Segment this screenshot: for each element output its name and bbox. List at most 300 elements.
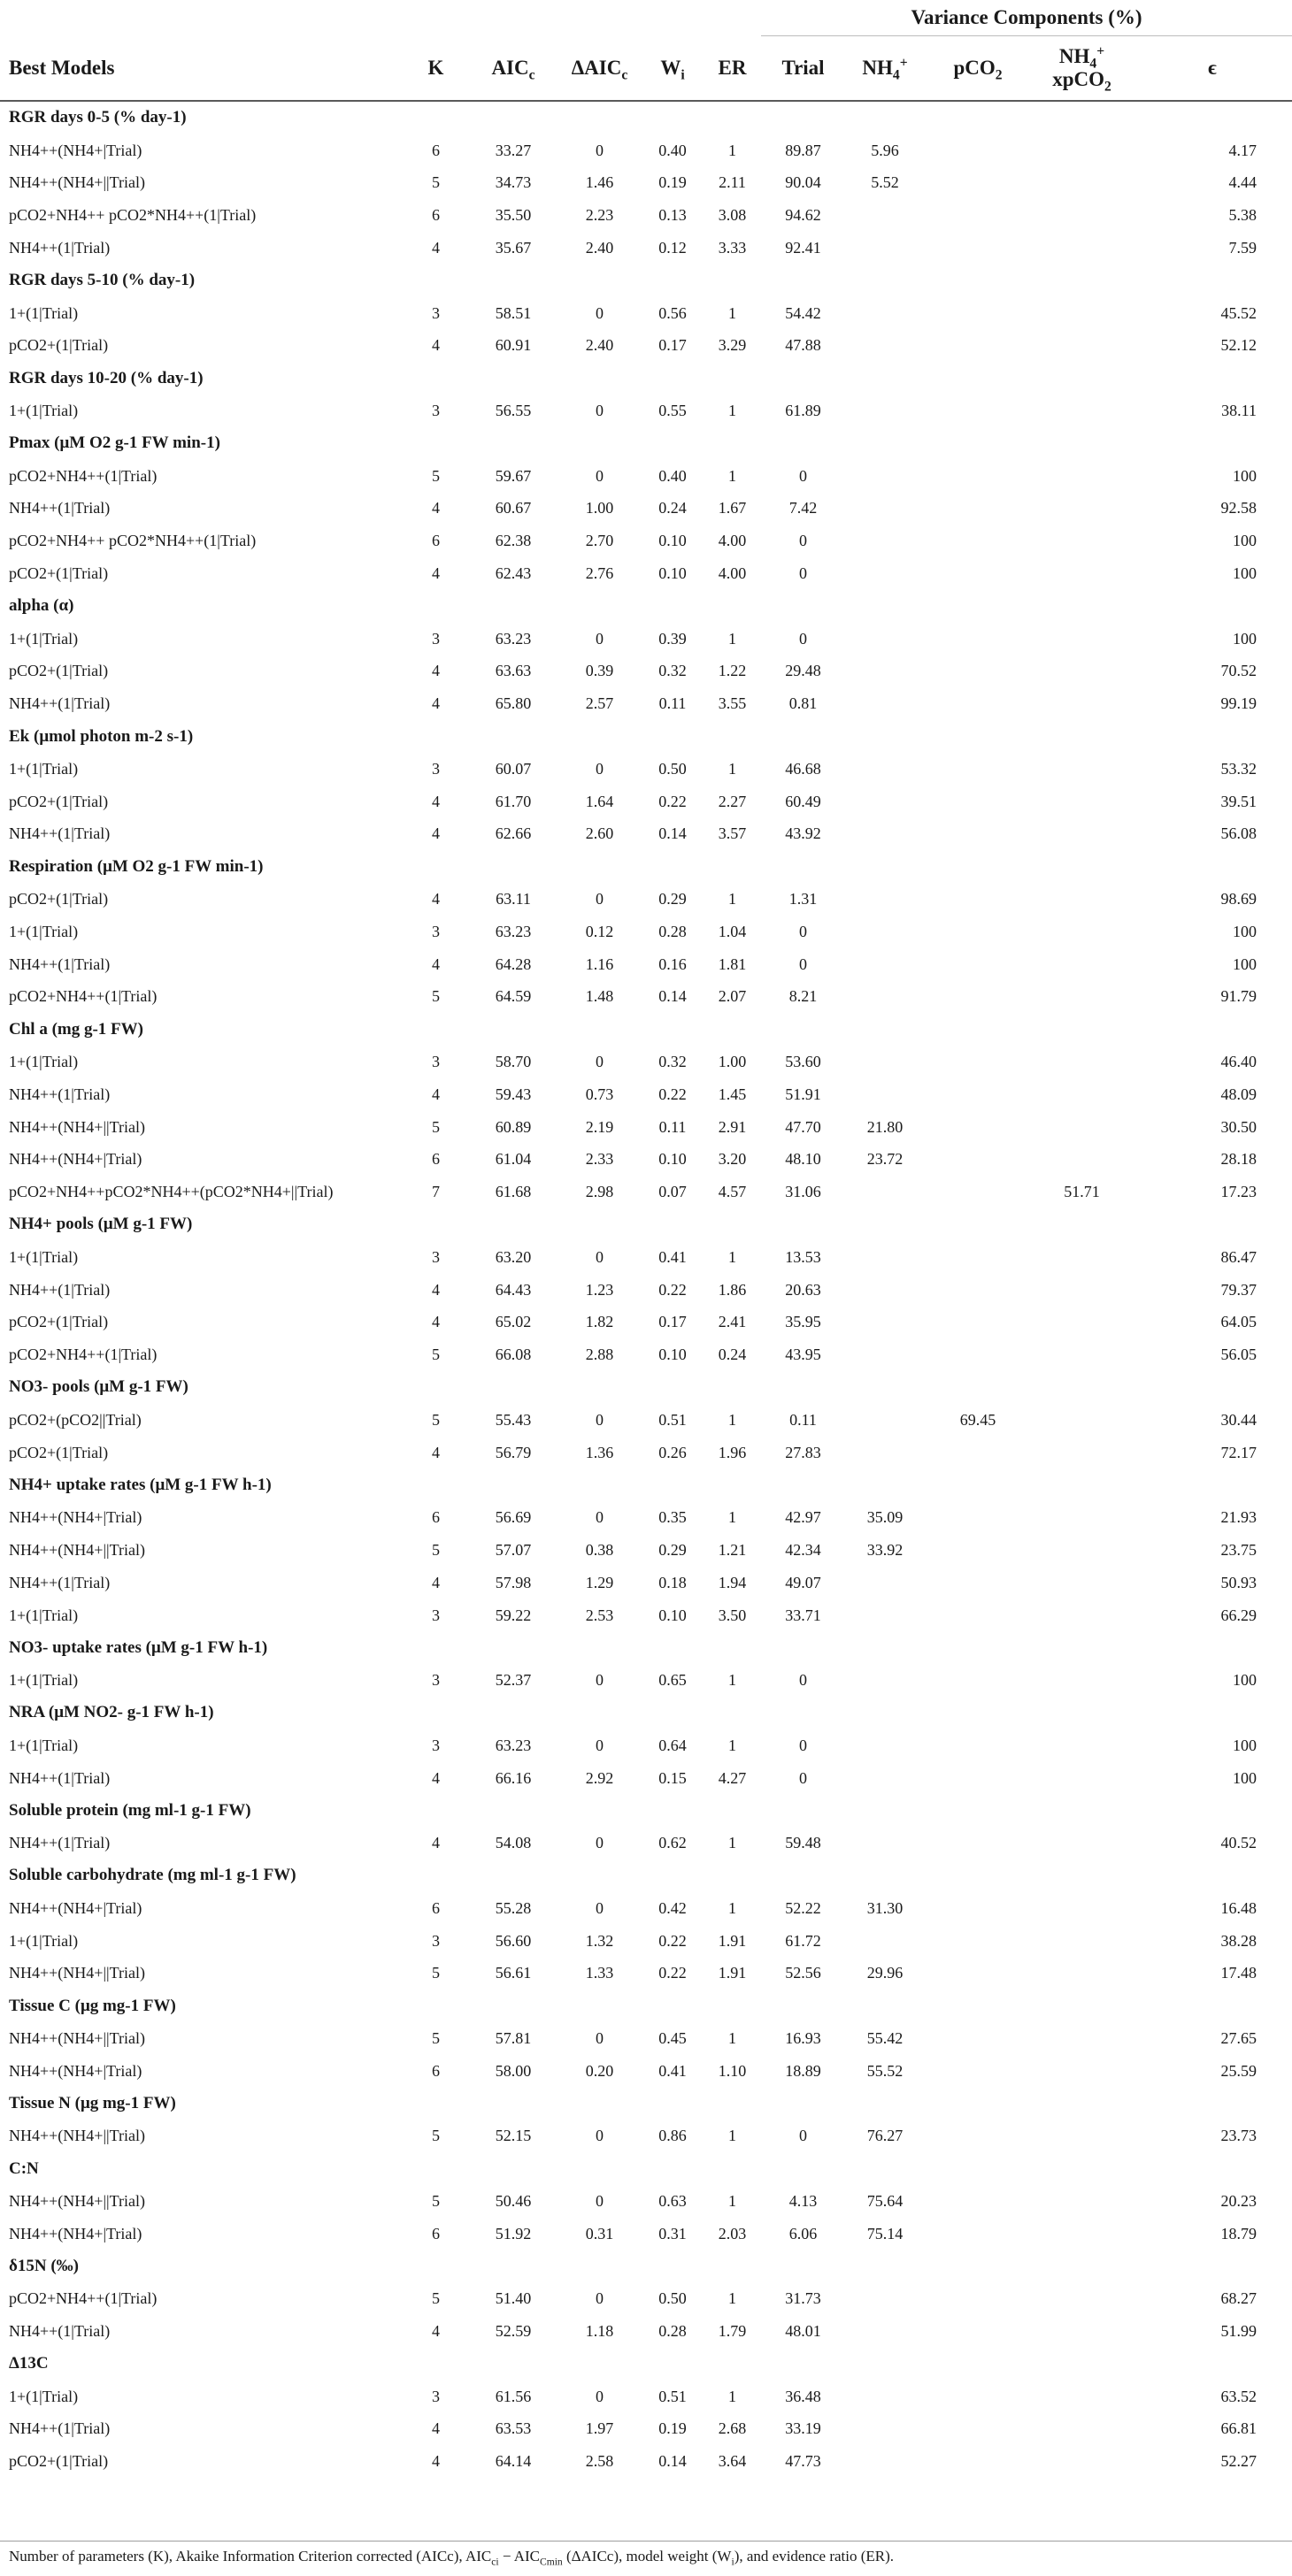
cell-epsilon: 98.69 xyxy=(1220,890,1257,908)
cell-model: NH4++(1|Trial) xyxy=(9,1834,111,1852)
cell-delta-aicc: 0 xyxy=(596,1834,604,1852)
table-row xyxy=(0,2413,1292,2446)
cell-trial: 94.62 xyxy=(785,206,821,225)
cell-nh4: 21.80 xyxy=(866,1117,904,1136)
col-aicc: $AIC_c$ xyxy=(491,56,535,83)
cell-er: 2.27 xyxy=(718,792,747,810)
table-row xyxy=(0,2380,1292,2413)
cell-aicc: 51.92 xyxy=(495,2224,532,2242)
section-header xyxy=(0,2152,1292,2185)
section-header xyxy=(0,590,1292,623)
cell-k: 4 xyxy=(432,2322,440,2341)
cell-nh4 xyxy=(845,1078,925,1111)
cell-model: NH4++(NH4+||Trial) xyxy=(9,1540,145,1559)
cell-nh4-x-pco2 xyxy=(1031,753,1133,786)
cell-model: 1+(1|Trial) xyxy=(9,402,79,420)
cell-delta-aicc: 1.23 xyxy=(585,1280,614,1299)
cell-trial: 27.83 xyxy=(785,1443,821,1461)
table-row xyxy=(0,2445,1292,2478)
cell-aicc: 57.98 xyxy=(495,1573,532,1591)
cell-wi: 0.65 xyxy=(658,1671,687,1690)
cell-pco2 xyxy=(925,525,1031,557)
cell-aicc: 59.43 xyxy=(495,1085,532,1103)
cell-pco2 xyxy=(925,2380,1031,2413)
cell-er: 1.86 xyxy=(718,1280,747,1299)
cell-wi: 0.50 xyxy=(658,759,687,778)
cell-nh4-x-pco2 xyxy=(1031,1404,1133,1437)
cell-epsilon: 23.73 xyxy=(1220,2127,1257,2145)
cell-trial: 52.22 xyxy=(785,1898,821,1917)
cell-epsilon: 66.81 xyxy=(1220,2419,1257,2438)
cell-trial: 31.73 xyxy=(785,2289,821,2308)
cell-delta-aicc: 0 xyxy=(596,1410,604,1429)
cell-epsilon: 100 xyxy=(1233,629,1257,648)
cell-k: 4 xyxy=(432,1834,440,1852)
cell-trial: 43.92 xyxy=(785,824,821,843)
cell-epsilon: 70.52 xyxy=(1220,662,1257,680)
cell-k: 5 xyxy=(432,2127,440,2145)
cell-pco2 xyxy=(925,1078,1031,1111)
cell-delta-aicc: 1.32 xyxy=(585,1931,614,1950)
cell-k: 4 xyxy=(432,1280,440,1299)
cell-nh4 xyxy=(845,883,925,916)
cell-nh4 xyxy=(845,1338,925,1371)
cell-er: 2.91 xyxy=(718,1117,747,1136)
cell-model: pCO2+(pCO2||Trial) xyxy=(9,1410,142,1429)
cell-nh4-x-pco2 xyxy=(1031,167,1133,200)
cell-model: 1+(1|Trial) xyxy=(9,1053,79,1070)
cell-epsilon: 92.58 xyxy=(1220,499,1257,518)
cell-epsilon: 64.05 xyxy=(1220,1313,1257,1331)
col-epsilon: ϵ xyxy=(1208,57,1217,79)
cell-pco2 xyxy=(925,1729,1031,1762)
cell-pco2 xyxy=(925,2022,1031,2055)
cell-trial: 92.41 xyxy=(785,239,821,257)
cell-aicc: 63.23 xyxy=(495,1736,532,1754)
cell-nh4 xyxy=(845,493,925,525)
col-delta-aicc: $\Delta AIC_c$ xyxy=(571,56,628,83)
cell-trial: 0 xyxy=(799,1768,807,1787)
table-footnote: Number of parameters (K), Akaike Information Criterion corrected (AICc), $AIC_{ci} - AIC_{Cmin}$ (ΔAICc), model weight $(W_i)$, and evidence ratio (ER). xyxy=(9,2548,895,2568)
cell-trial: 20.63 xyxy=(785,1280,821,1299)
cell-nh4 xyxy=(845,525,925,557)
cell-pco2 xyxy=(925,1599,1031,1632)
cell-model: 1+(1|Trial) xyxy=(9,759,79,778)
cell-trial: 47.70 xyxy=(785,1117,821,1136)
cell-k: 4 xyxy=(432,1313,440,1331)
cell-nh4-x-pco2 xyxy=(1031,1306,1133,1338)
cell-pco2 xyxy=(925,460,1031,493)
cell-wi: 0.16 xyxy=(658,954,687,973)
cell-k: 5 xyxy=(432,987,440,1006)
cell-delta-aicc: 1.48 xyxy=(585,987,614,1006)
cell-nh4-x-pco2 xyxy=(1031,2413,1133,2446)
table-row xyxy=(0,981,1292,1014)
cell-nh4 xyxy=(845,753,925,786)
cell-delta-aicc: 2.92 xyxy=(585,1768,614,1787)
table-row xyxy=(0,1729,1292,1762)
cell-epsilon: 86.47 xyxy=(1220,1247,1257,1266)
cell-er: 1.00 xyxy=(718,1053,747,1070)
table-row xyxy=(0,1664,1292,1697)
cell-wi: 0.32 xyxy=(658,662,687,680)
cell-pco2 xyxy=(925,395,1031,427)
cell-er: 3.20 xyxy=(718,1150,747,1169)
cell-model: NH4++(1|Trial) xyxy=(9,694,111,713)
table-row xyxy=(0,1111,1292,1144)
table-row xyxy=(0,1567,1292,1599)
cell-er: 1 xyxy=(728,2028,736,2047)
cell-nh4 xyxy=(845,2445,925,2478)
cell-model: 1+(1|Trial) xyxy=(9,922,79,940)
section-title: NO3- pools (μM g-1 FW) xyxy=(9,1377,188,1397)
cell-trial: 13.53 xyxy=(785,1247,821,1266)
cell-k: 4 xyxy=(432,2419,440,2438)
cell-aicc: 66.16 xyxy=(495,1768,532,1787)
section-title: Chl a (mg g-1 FW) xyxy=(9,1019,143,1039)
cell-k: 6 xyxy=(432,1150,440,1169)
cell-nh4 xyxy=(845,1827,925,1859)
cell-model: NH4++(NH4+|Trial) xyxy=(9,141,142,159)
cell-epsilon: 30.50 xyxy=(1220,1117,1257,1136)
cell-trial: 43.95 xyxy=(785,1346,821,1364)
cell-pco2 xyxy=(925,916,1031,948)
cell-wi: 0.86 xyxy=(658,2127,687,2145)
cell-wi: 0.29 xyxy=(658,1540,687,1559)
cell-k: 6 xyxy=(432,1508,440,1527)
cell-nh4-x-pco2 xyxy=(1031,2282,1133,2315)
cell-epsilon: 66.29 xyxy=(1220,1606,1257,1624)
cell-nh4-x-pco2 xyxy=(1031,330,1133,363)
cell-nh4: 76.27 xyxy=(866,2127,904,2145)
cell-trial: 6.06 xyxy=(788,2224,818,2242)
cell-model: NH4++(1|Trial) xyxy=(9,1085,111,1103)
cell-trial: 0.81 xyxy=(788,694,818,713)
cell-model: NH4++(1|Trial) xyxy=(9,1768,111,1787)
cell-delta-aicc: 2.19 xyxy=(585,1117,614,1136)
cell-wi: 0.64 xyxy=(658,1736,687,1754)
cell-k: 3 xyxy=(432,1671,440,1690)
cell-k: 3 xyxy=(432,759,440,778)
cell-delta-aicc: 0 xyxy=(596,2028,604,2047)
cell-aicc: 60.67 xyxy=(495,499,532,518)
cell-wi: 0.14 xyxy=(658,2452,687,2471)
section-header xyxy=(0,427,1292,460)
cell-delta-aicc: 0 xyxy=(596,890,604,908)
cell-k: 3 xyxy=(432,1053,440,1070)
cell-model: pCO2+NH4++ pCO2*NH4++(1|Trial) xyxy=(9,532,257,550)
cell-epsilon: 91.79 xyxy=(1220,987,1257,1006)
cell-nh4: 29.96 xyxy=(866,1964,904,1982)
cell-nh4-x-pco2 xyxy=(1031,2218,1133,2250)
cell-er: 1 xyxy=(728,466,736,485)
cell-pco2 xyxy=(925,1762,1031,1795)
cell-aicc: 56.55 xyxy=(495,402,532,420)
table-row xyxy=(0,753,1292,786)
cell-wi: 0.13 xyxy=(658,206,687,225)
table-row xyxy=(0,1534,1292,1567)
cell-er: 1 xyxy=(728,629,736,648)
cell-er: 1 xyxy=(728,1736,736,1754)
cell-epsilon: 79.37 xyxy=(1220,1280,1257,1299)
cell-delta-aicc: 2.58 xyxy=(585,2452,614,2471)
section-header xyxy=(0,720,1292,753)
cell-delta-aicc: 0 xyxy=(596,2191,604,2210)
cell-er: 1 xyxy=(728,1508,736,1527)
cell-aicc: 35.67 xyxy=(495,239,532,257)
cell-aicc: 62.38 xyxy=(495,532,532,550)
cell-aicc: 59.22 xyxy=(495,1606,532,1624)
col-trial: Trial xyxy=(781,57,825,79)
cell-delta-aicc: 0 xyxy=(596,402,604,420)
cell-nh4 xyxy=(845,1925,925,1958)
col-wi: $W_i$ xyxy=(660,56,685,83)
cell-wi: 0.32 xyxy=(658,1053,687,1070)
cell-delta-aicc: 0 xyxy=(596,759,604,778)
section-title: δ15N (‰) xyxy=(9,2256,79,2275)
cell-er: 1.22 xyxy=(718,662,747,680)
cell-nh4 xyxy=(845,557,925,590)
cell-er: 1 xyxy=(728,141,736,159)
cell-wi: 0.22 xyxy=(658,792,687,810)
cell-aicc: 50.46 xyxy=(495,2191,532,2210)
cell-er: 2.68 xyxy=(718,2419,747,2438)
cell-epsilon: 7.59 xyxy=(1228,239,1257,257)
cell-er: 1.04 xyxy=(718,922,747,940)
cell-nh4 xyxy=(845,1567,925,1599)
section-header xyxy=(0,264,1292,297)
cell-pco2 xyxy=(925,1567,1031,1599)
cell-aicc: 58.51 xyxy=(495,303,532,322)
cell-epsilon: 100 xyxy=(1233,1768,1257,1787)
cell-delta-aicc: 0 xyxy=(596,141,604,159)
cell-delta-aicc: 1.36 xyxy=(585,1443,614,1461)
table-row xyxy=(0,1241,1292,1274)
cell-trial: 0.11 xyxy=(789,1410,817,1429)
cell-nh4: 23.72 xyxy=(866,1150,904,1169)
cell-delta-aicc: 2.70 xyxy=(585,532,614,550)
cell-epsilon: 99.19 xyxy=(1220,694,1257,713)
cell-model: NH4++(1|Trial) xyxy=(9,2419,111,2438)
cell-model: NH4++(NH4+||Trial) xyxy=(9,1964,145,1982)
cell-trial: 0 xyxy=(799,1736,807,1754)
cell-er: 1 xyxy=(728,2387,736,2405)
cell-k: 3 xyxy=(432,629,440,648)
cell-er: 1 xyxy=(728,303,736,322)
table-row xyxy=(0,1176,1292,1208)
table-row xyxy=(0,1404,1292,1437)
table-row xyxy=(0,916,1292,948)
cell-wi: 0.51 xyxy=(658,1410,687,1429)
table-row xyxy=(0,2120,1292,2152)
cell-pco2 xyxy=(925,1338,1031,1371)
section-title: Soluble carbohydrate (mg ml-1 g-1 FW) xyxy=(9,1866,296,1885)
cell-aicc: 58.70 xyxy=(495,1053,532,1070)
cell-k: 5 xyxy=(432,466,440,485)
cell-epsilon: 100 xyxy=(1233,954,1257,973)
cell-aicc: 65.02 xyxy=(495,1313,532,1331)
cell-nh4 xyxy=(845,786,925,818)
cell-trial: 49.07 xyxy=(785,1573,821,1591)
table-row xyxy=(0,1599,1292,1632)
cell-model: pCO2+NH4++(1|Trial) xyxy=(9,1346,158,1364)
cell-aicc: 62.66 xyxy=(495,824,532,843)
cell-nh4-x-pco2 xyxy=(1031,1078,1133,1111)
cell-trial: 51.91 xyxy=(785,1085,821,1103)
cell-k: 4 xyxy=(432,1573,440,1591)
cell-pco2 xyxy=(925,2413,1031,2446)
cell-pco2 xyxy=(925,981,1031,1014)
cell-delta-aicc: 0 xyxy=(596,629,604,648)
section-header xyxy=(0,1794,1292,1827)
cell-wi: 0.40 xyxy=(658,141,687,159)
cell-trial: 61.89 xyxy=(785,402,821,420)
cell-pco2 xyxy=(925,2055,1031,2088)
cell-nh4: 5.52 xyxy=(871,173,899,192)
table-row xyxy=(0,1437,1292,1469)
cell-trial: 53.60 xyxy=(785,1053,821,1070)
cell-er: 4.27 xyxy=(718,1768,747,1787)
cell-pco2: 69.45 xyxy=(959,1410,996,1429)
cell-aicc: 57.81 xyxy=(495,2028,532,2047)
cell-nh4 xyxy=(845,818,925,851)
cell-k: 6 xyxy=(432,206,440,225)
cell-model: NH4++(1|Trial) xyxy=(9,954,111,973)
cell-aicc: 34.73 xyxy=(495,173,532,192)
cell-wi: 0.10 xyxy=(658,532,687,550)
table-row xyxy=(0,297,1292,330)
cell-wi: 0.40 xyxy=(658,466,687,485)
table-row xyxy=(0,395,1292,427)
cell-er: 1 xyxy=(728,759,736,778)
cell-delta-aicc: 1.97 xyxy=(585,2419,614,2438)
cell-k: 6 xyxy=(432,1898,440,1917)
section-header xyxy=(0,1468,1292,1501)
cell-pco2 xyxy=(925,199,1031,232)
cell-k: 3 xyxy=(432,1606,440,1624)
cell-aicc: 56.79 xyxy=(495,1443,532,1461)
cell-trial: 33.19 xyxy=(785,2419,821,2438)
cell-wi: 0.11 xyxy=(658,694,687,713)
cell-epsilon: 16.48 xyxy=(1220,1898,1257,1917)
cell-aicc: 56.61 xyxy=(495,1964,532,1982)
cell-delta-aicc: 1.82 xyxy=(585,1313,614,1331)
section-title: C:N xyxy=(9,2158,39,2178)
cell-nh4-x-pco2 xyxy=(1031,232,1133,264)
table-row xyxy=(0,493,1292,525)
cell-nh4 xyxy=(845,2315,925,2348)
cell-nh4-x-pco2 xyxy=(1031,1925,1133,1958)
cell-nh4 xyxy=(845,1404,925,1437)
table-body xyxy=(0,102,1292,2478)
cell-nh4-x-pco2 xyxy=(1031,134,1133,167)
cell-aicc: 54.08 xyxy=(495,1834,532,1852)
cell-nh4-x-pco2 xyxy=(1031,2445,1133,2478)
cell-nh4-x-pco2 xyxy=(1031,687,1133,720)
cell-nh4-x-pco2 xyxy=(1031,199,1133,232)
cell-nh4 xyxy=(845,297,925,330)
cell-nh4 xyxy=(845,460,925,493)
cell-aicc: 64.28 xyxy=(495,954,532,973)
cell-wi: 0.15 xyxy=(658,1768,687,1787)
cell-model: 1+(1|Trial) xyxy=(9,1736,79,1754)
cell-model: NH4++(1|Trial) xyxy=(9,1573,111,1591)
cell-delta-aicc: 2.23 xyxy=(585,206,614,225)
cell-er: 1.91 xyxy=(718,1931,747,1950)
cell-delta-aicc: 0 xyxy=(596,2289,604,2308)
cell-aicc: 61.68 xyxy=(495,1183,532,1201)
cell-aicc: 56.69 xyxy=(495,1508,532,1527)
cell-pco2 xyxy=(925,818,1031,851)
cell-epsilon: 100 xyxy=(1233,1736,1257,1754)
cell-model: pCO2+NH4++ pCO2*NH4++(1|Trial) xyxy=(9,206,257,225)
cell-pco2 xyxy=(925,2445,1031,2478)
table-row xyxy=(0,786,1292,818)
cell-nh4-x-pco2 xyxy=(1031,395,1133,427)
cell-epsilon: 48.09 xyxy=(1220,1085,1257,1103)
section-title: Δ13C xyxy=(9,2354,49,2373)
table-row xyxy=(0,167,1292,200)
cell-nh4-x-pco2 xyxy=(1031,557,1133,590)
cell-model: NH4++(NH4+|Trial) xyxy=(9,1508,142,1527)
cell-model: NH4++(1|Trial) xyxy=(9,824,111,843)
cell-nh4-x-pco2 xyxy=(1031,493,1133,525)
cell-aicc: 51.40 xyxy=(495,2289,532,2308)
cell-epsilon: 100 xyxy=(1233,1671,1257,1690)
cell-model: pCO2+NH4++(1|Trial) xyxy=(9,2289,158,2308)
cell-trial: 0 xyxy=(799,922,807,940)
section-title: Tissue N (μg mg-1 FW) xyxy=(9,2094,176,2112)
cell-nh4-x-pco2 xyxy=(1031,1241,1133,1274)
cell-wi: 0.56 xyxy=(658,303,687,322)
table-row xyxy=(0,525,1292,557)
cell-nh4-x-pco2 xyxy=(1031,1144,1133,1177)
cell-nh4 xyxy=(845,1046,925,1078)
cell-trial: 48.01 xyxy=(785,2322,821,2341)
cell-nh4-x-pco2 xyxy=(1031,2185,1133,2218)
cell-model: 1+(1|Trial) xyxy=(9,1247,79,1266)
cell-wi: 0.41 xyxy=(658,2061,687,2080)
col-nh4-x-pco2: $NH_4^+$ xpCO$_2$ xyxy=(1052,43,1111,95)
section-title: NH4+ uptake rates (μM g-1 FW h-1) xyxy=(9,1475,272,1494)
cell-er: 3.08 xyxy=(718,206,747,225)
cell-model: pCO2+(1|Trial) xyxy=(9,890,109,908)
cell-trial: 90.04 xyxy=(785,173,821,192)
table-row xyxy=(0,2315,1292,2348)
cell-nh4-x-pco2 xyxy=(1031,818,1133,851)
cell-nh4 xyxy=(845,1306,925,1338)
cell-trial: 0 xyxy=(799,2127,807,2145)
cell-trial: 0 xyxy=(799,954,807,973)
cell-pco2 xyxy=(925,1274,1031,1307)
section-header xyxy=(0,2250,1292,2283)
cell-nh4 xyxy=(845,232,925,264)
cell-pco2 xyxy=(925,623,1031,656)
cell-nh4 xyxy=(845,1176,925,1208)
cell-model: pCO2+NH4++(1|Trial) xyxy=(9,466,158,485)
cell-model: pCO2+(1|Trial) xyxy=(9,336,109,355)
cell-epsilon: 56.05 xyxy=(1220,1346,1257,1364)
table-row xyxy=(0,656,1292,688)
cell-nh4 xyxy=(845,1762,925,1795)
cell-nh4-x-pco2 xyxy=(1031,1534,1133,1567)
cell-trial: 60.49 xyxy=(785,792,821,810)
cell-nh4-x-pco2 xyxy=(1031,1957,1133,1990)
table-row xyxy=(0,1501,1292,1534)
cell-pco2 xyxy=(925,493,1031,525)
cell-k: 6 xyxy=(432,141,440,159)
cell-nh4-x-pco2 xyxy=(1031,297,1133,330)
